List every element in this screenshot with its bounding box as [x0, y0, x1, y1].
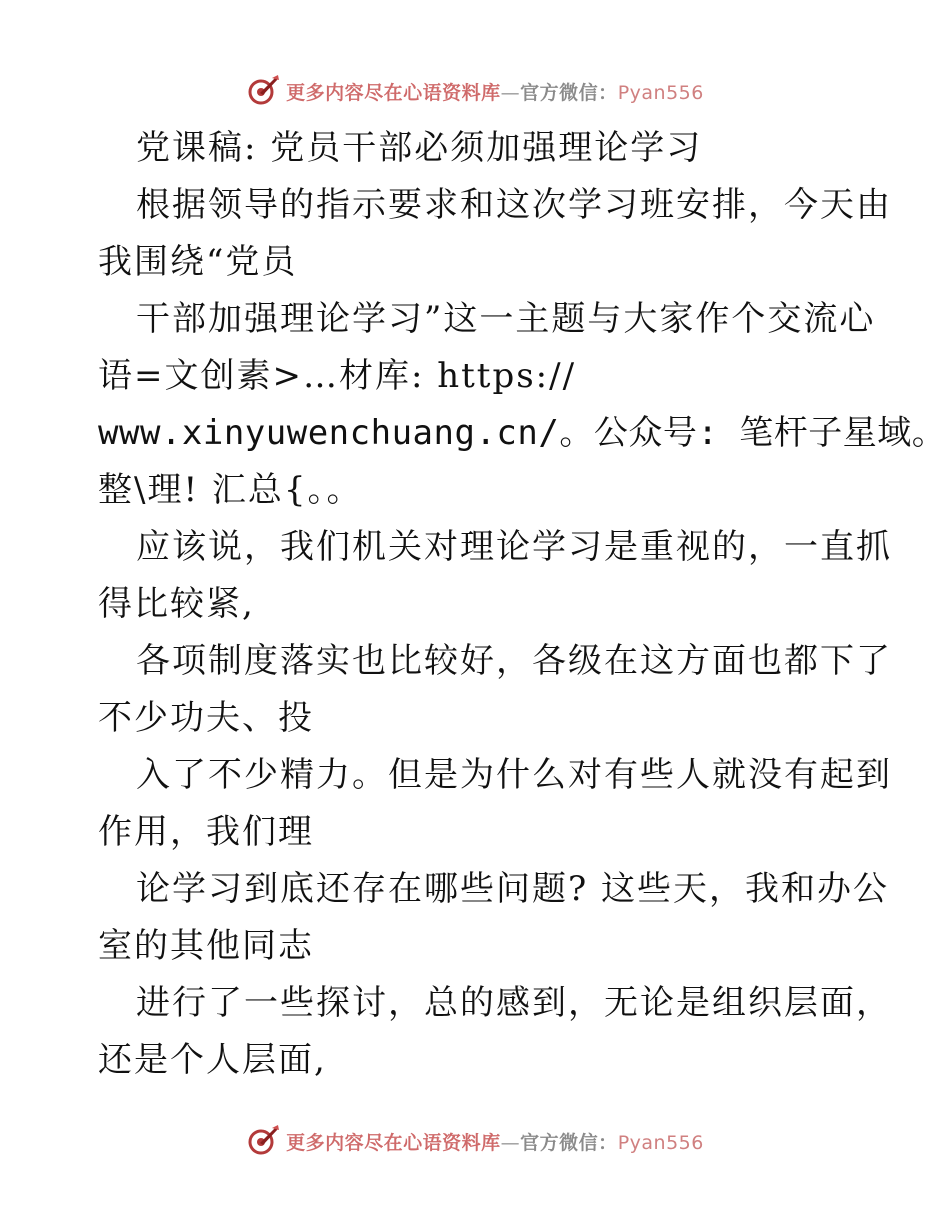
- paragraph-line: 不少功夫、投: [98, 698, 314, 738]
- paragraph-line: 入了不少精力。但是为什么对有些人就没有起到: [136, 755, 892, 795]
- banner-wechat-id: Pyan556: [617, 1131, 704, 1154]
- header-banner: [0, 71, 950, 111]
- banner-wechat-label: 官方微信：: [520, 81, 618, 104]
- banner-separator: —: [500, 81, 521, 104]
- doc-title: 党课稿: 党员干部必须加强理论学习: [136, 128, 703, 168]
- paragraph-line: 干部加强理论学习”这一主题与大家作个交流心: [136, 299, 876, 339]
- paragraph-line: 根据领导的指示要求和这次学习班安排，今天由: [136, 185, 892, 225]
- banner-main-text: 更多内容尽在心语资料库: [286, 1131, 501, 1154]
- paragraph-line: 还是个人层面,: [98, 1040, 327, 1080]
- paragraph-line: 得比较紧,: [98, 584, 255, 624]
- footer-banner: [0, 1121, 950, 1161]
- banner-text: [286, 78, 704, 105]
- paragraph-line: 各项制度落实也比较好，各级在这方面也都下了: [136, 641, 892, 681]
- banner-text: [286, 1128, 704, 1155]
- document-body: [98, 120, 947, 1089]
- banner-main-text: 更多内容尽在心语资料库: [286, 81, 501, 104]
- banner-wechat-id: Pyan556: [617, 81, 704, 104]
- quill-seal-icon: [246, 1124, 280, 1158]
- paragraph-line: 整\理! 汇总{。。: [98, 470, 363, 510]
- paragraph-line: 语=文创素>…材库: https://: [98, 356, 577, 396]
- paragraph-line: 室的其他同志: [98, 926, 314, 966]
- paragraph-line: www.xinyuwenchuang.cn/。公众号: 笔杆子星域。: [98, 413, 947, 453]
- paragraph-line: 论学习到底还存在哪些问题? 这些天，我和办公: [136, 869, 890, 909]
- banner-separator: —: [500, 1131, 521, 1154]
- quill-seal-icon: [246, 74, 280, 108]
- paragraph-line: 应该说，我们机关对理论学习是重视的，一直抓: [136, 527, 892, 567]
- banner-wechat-label: 官方微信：: [520, 1131, 618, 1154]
- paragraph-line: 作用，我们理: [98, 812, 314, 852]
- paragraph-line: 进行了一些探讨，总的感到，无论是组织层面，: [136, 983, 892, 1023]
- paragraph-line: 我围绕“党员: [98, 242, 298, 282]
